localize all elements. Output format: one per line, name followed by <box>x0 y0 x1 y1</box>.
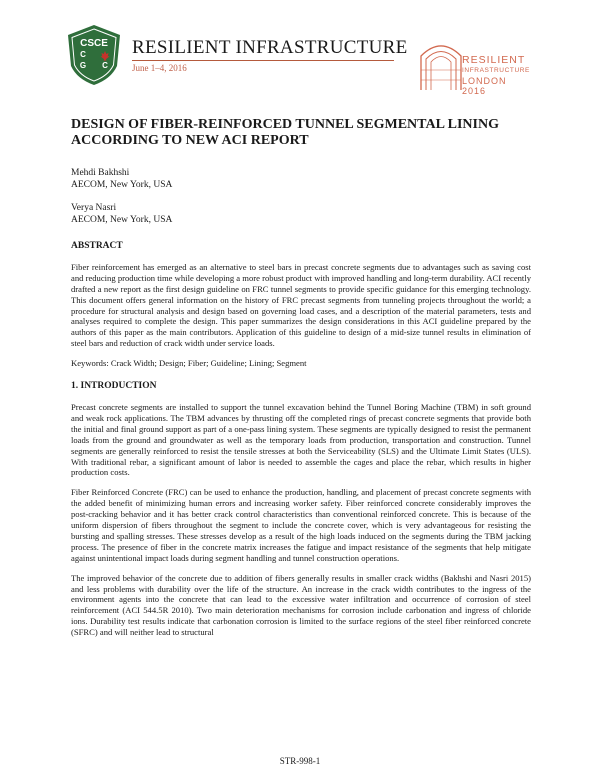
paper-title: DESIGN OF FIBER-REINFORCED TUNNEL SEGMENTAL LINING ACCORDING TO NEW ACI REPORT <box>71 117 499 148</box>
resilient-infrastructure-london-logo <box>418 34 534 96</box>
csce-logo-text-1: C <box>80 50 86 59</box>
author-affiliation: AECOM, New York, USA <box>71 180 173 190</box>
abstract-heading: ABSTRACT <box>71 241 123 251</box>
csce-logo-text-0: CSCE <box>80 38 108 49</box>
author-affiliation: AECOM, New York, USA <box>71 215 173 225</box>
abstract-text: Fiber reinforcement has emerged as an alternative to steel bars in precast concrete segments due to advantages such as saving cost and reducing production time while developing a more robust product with improved handling and long-term durability. ACI recently drafted a new report as the first design guideline on FRC tunnel segments to provide specific guidance for this emerging technology. This document offers general information on the history of FRC precast segments from tunneling projects throughout the world; a procedure for structural analysis and design based on governing load cases, and a description of the material parameters, tests and analyses required to complete the design. This paper summarizes the design considerations in this ACI guideline prepared by the authors of this paper as the main contributors. Application of this guideline to design of a mid-size tunnel results in elimination of steel bars and reduction of crack width under service loads. <box>71 261 531 349</box>
paper-body <box>71 241 531 647</box>
intro-paragraph-1: Precast concrete segments are installed to support the tunnel excavation behind the Tunnel Boring Machine (TBM) in soft ground and weak rock applications. The TBM advances by thrusting off the completed rings of precast concrete segments that provide both the initial and final ground support as part of a one-pass lining system. These segments are typically designed to resist the permanent loads from the ground and groundwater as well as the temporary loads from production, transportation and construction. Tunnel segments are generally reinforced to resist the tensile stresses at both the Serviceability (SLS) and the Ultimate Limit States (ULS). With traditional rebar, a significant amount of labor is needed to assemble the cages and place the rebar, which results in higher production costs. <box>71 401 531 478</box>
author-name: Mehdi Bakhshi <box>71 168 130 178</box>
header-rule <box>132 60 394 61</box>
keywords: Keywords: Crack Width; Design; Fiber; Guideline; Lining; Segment <box>71 358 307 369</box>
author-name: Verya Nasri <box>71 203 117 213</box>
intro-paragraph-3: The improved behavior of the concrete due to addition of fibers generally results in smaller crack widths (Bakhshi and Nasri 2015) and less problems with durability over the life of the structure. An increase in the crack width contributes to the ingress of the environment agents into the concrete that can lead to the excessive water infiltration and occurrence of corrosion of steel reinforcement (ACI 544.5R 2010). Two main deterioration mechanisms for corrosion include carbonation and ingress of chloride ions. Durability test results indicate that carbonation corrosion is limited to the surface regions of the steel fiber reinforced concrete (SFRC) and will neither lead to structural <box>71 572 531 638</box>
london-arch-icon <box>418 34 464 94</box>
ri-logo-line2: INFRASTRUCTURE <box>462 67 530 74</box>
csce-logo-text-3: C <box>102 61 108 70</box>
introduction-heading: 1. INTRODUCTION <box>71 381 157 392</box>
conference-date: June 1–4, 2016 <box>132 63 187 73</box>
page-id: STR-998-1 <box>279 756 321 766</box>
csce-logo <box>66 24 122 86</box>
author-block <box>71 202 172 226</box>
ri-logo-line1: RESILIENT <box>462 54 526 66</box>
author-block <box>71 167 172 191</box>
ri-logo-line3: LONDON 2016 <box>462 76 507 96</box>
intro-paragraph-2: Fiber Reinforced Concrete (FRC) can be used to enhance the production, handling, and placement of precast concrete segments with the added benefit of minimizing human errors and increasing worker safety. Fiber reinforced concrete considerably improves the post-cracking behavior and it has better crack control characteristics than conventional reinforced concrete. This is because of the uniform dispersion of fibers throughout the segment to include the concrete cover, which is very advantageous for resisting the bursting and spalling stresses. These stresses develop as a result of the high loads induced on the segments during the TBM jacking process. The presence of fiber in the concrete matrix increases the fatigue and impact resistance of the segments that help mitigate against unintentional impact loads during segment handling and tunnel construction operations. <box>71 487 531 563</box>
conference-title: RESILIENT INFRASTRUCTURE <box>132 37 408 58</box>
csce-logo-text-2: G <box>79 61 87 70</box>
